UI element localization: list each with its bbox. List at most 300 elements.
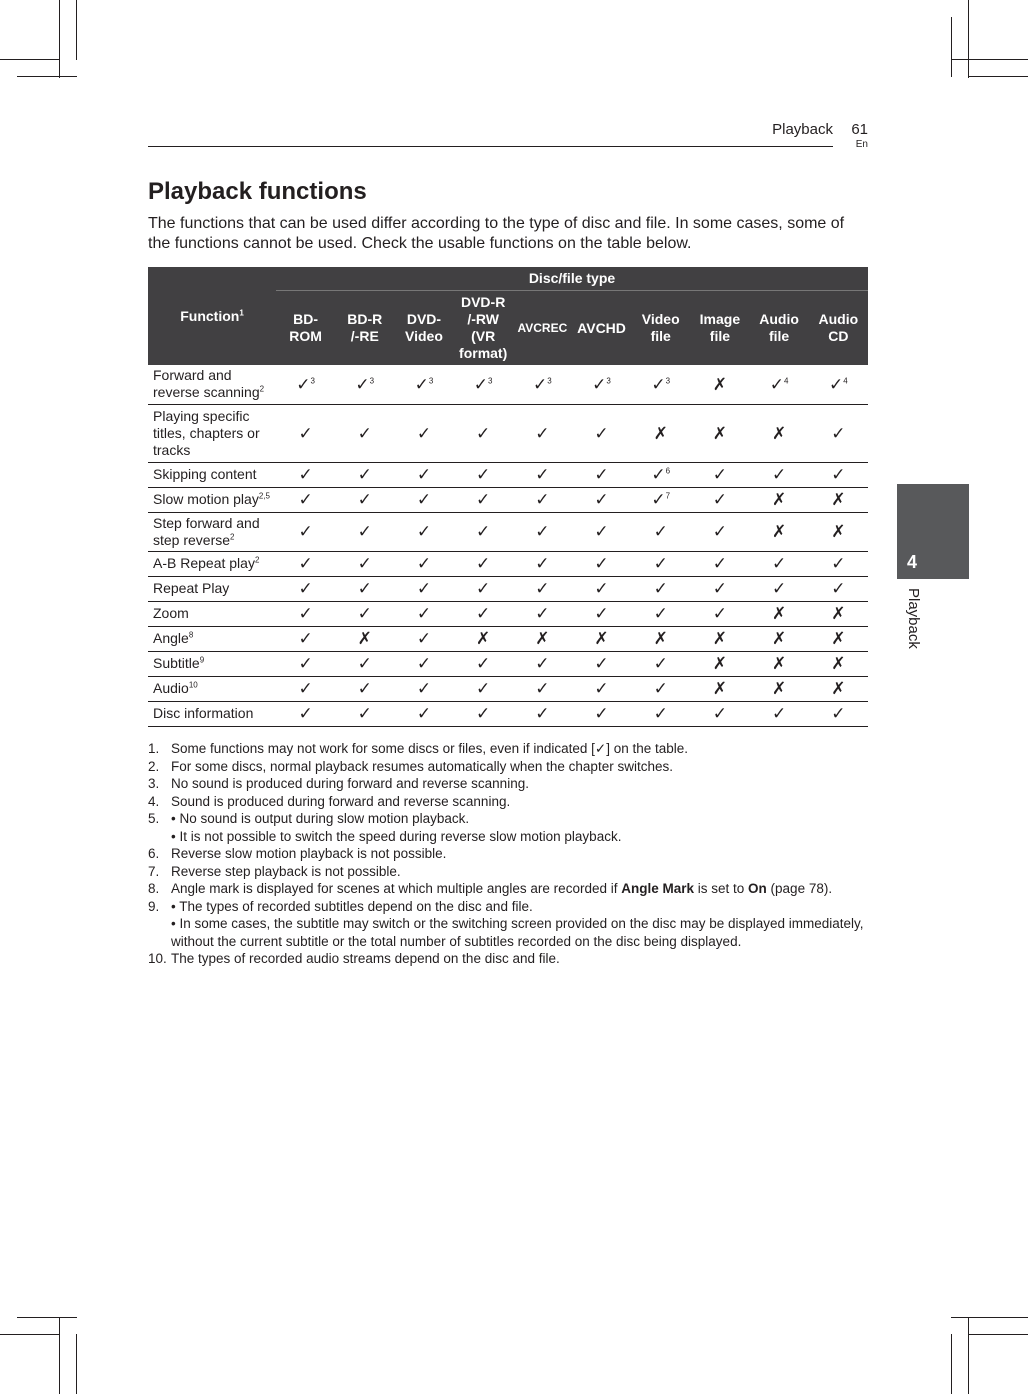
mark-symbol: ✗	[771, 679, 787, 698]
supported-mark	[690, 512, 749, 551]
footnote-item	[148, 810, 870, 845]
mark-symbol: ✓	[535, 654, 550, 673]
supported-mark	[454, 601, 513, 626]
mark-symbol: ✗	[357, 629, 372, 648]
supported-mark	[276, 651, 335, 676]
column-header-line: format)	[459, 345, 508, 361]
footnote-ref: 8	[188, 630, 194, 640]
column-header-line: (VR	[471, 328, 496, 344]
footnote-ref: 2	[254, 555, 260, 565]
supported-mark	[631, 512, 690, 551]
column-header	[690, 291, 749, 366]
unsupported-mark	[750, 676, 809, 701]
supported-mark	[335, 576, 394, 601]
footnote-text: • No sound is output during slow motion playback.	[171, 811, 470, 826]
footnote-text: Sound is produced during forward and reverse scanning.	[171, 793, 511, 809]
footnote-text: • The types of recorded subtitles depend on the disc and file.	[171, 898, 533, 914]
supported-mark	[335, 701, 394, 726]
function-name-line: Step forward and	[153, 514, 260, 531]
column-header-line: Image	[699, 311, 741, 327]
supported-mark	[750, 551, 809, 576]
supported-mark	[513, 601, 572, 626]
mark-symbol: ✓	[298, 579, 313, 598]
footnote-ref: 3	[606, 376, 611, 386]
function-name	[148, 462, 276, 487]
supported-mark	[572, 462, 631, 487]
mark-symbol: ✓	[769, 374, 784, 394]
function-name-line: tracks	[153, 441, 191, 458]
mark-symbol: ✗	[771, 423, 787, 443]
supported-mark	[454, 651, 513, 676]
column-header-line: ROM	[289, 328, 322, 344]
footnote-item	[148, 880, 870, 898]
footnote-ref: 1	[239, 307, 244, 317]
mark-symbol: ✓	[831, 554, 846, 573]
mark-symbol: ✓	[535, 704, 550, 723]
function-name-line: Forward and	[153, 367, 232, 384]
column-header	[750, 291, 809, 366]
crop-mark	[951, 17, 952, 77]
footnote-ref: 9	[199, 655, 205, 665]
supported-mark	[631, 551, 690, 576]
footnote-ref: 3	[369, 376, 375, 386]
unsupported-mark	[809, 676, 868, 701]
disc-type-header: Disc/file type	[276, 267, 868, 291]
mark-symbol: ✓	[416, 490, 432, 509]
supported-mark	[276, 404, 335, 462]
mark-symbol: ✓	[594, 423, 609, 443]
footnote-text: Some functions may not work for some discs or files, even if indicated [✓] on the table.	[171, 741, 689, 756]
function-name-line: Skipping content	[153, 466, 257, 482]
mark-symbol: ✓	[298, 554, 313, 573]
supported-mark	[394, 676, 453, 701]
footnote-text: For some discs, normal playback resumes automatically when the chapter switches.	[171, 758, 673, 774]
unsupported-mark	[572, 626, 631, 651]
supported-mark	[454, 462, 513, 487]
footnote-text: No sound is produced during forward and reverse scanning.	[171, 776, 529, 791]
footnote-item	[148, 775, 870, 793]
column-header-line: file	[709, 328, 731, 344]
mark-symbol: ✓	[594, 490, 609, 509]
footnote-ref: 10	[188, 680, 198, 690]
unsupported-mark	[454, 626, 513, 651]
mark-symbol: ✓	[476, 604, 491, 623]
footnote-number: 6.	[148, 846, 160, 861]
mark-symbol: ✓	[416, 704, 432, 723]
supported-mark	[572, 701, 631, 726]
footnote-number: 3.	[148, 776, 160, 791]
setting-name: On	[748, 881, 767, 896]
mark-symbol: ✓	[416, 579, 432, 598]
mark-symbol: ✓	[416, 679, 432, 698]
function-name	[148, 365, 276, 404]
crop-mark	[0, 1334, 60, 1335]
mark-symbol: ✗	[771, 604, 787, 623]
supported-mark	[513, 512, 572, 551]
column-header-line: /-RE	[350, 328, 379, 344]
table-row	[148, 512, 868, 551]
supported-mark	[513, 676, 572, 701]
supported-mark	[572, 676, 631, 701]
mark-symbol: ✓	[298, 465, 313, 484]
mark-symbol: ✓	[298, 629, 313, 648]
column-header-line: Audio	[818, 311, 859, 327]
supported-mark	[335, 512, 394, 551]
footnote-ref: 3	[665, 376, 671, 386]
supported-mark	[394, 626, 453, 651]
column-header	[513, 291, 572, 366]
footnote-ref: 2	[230, 531, 235, 541]
footnote-ref: 3	[310, 376, 315, 386]
footnote-item	[148, 950, 870, 968]
function-name-line: Playing specific	[153, 407, 250, 424]
unsupported-mark	[809, 601, 868, 626]
footnote-number: 9.	[148, 898, 160, 914]
crop-mark	[59, 1317, 60, 1394]
mark-symbol: ✓	[651, 490, 666, 509]
mark-symbol: ✓	[653, 522, 668, 541]
crop-mark	[0, 59, 60, 60]
supported-mark	[394, 487, 453, 512]
column-header-line: file	[650, 328, 671, 344]
supported-mark	[394, 651, 453, 676]
function-header-text: Function	[180, 307, 240, 324]
column-header	[454, 291, 513, 366]
mark-symbol: ✓	[357, 423, 372, 443]
function-name-line: step reverse	[153, 531, 231, 548]
supported-mark	[572, 576, 631, 601]
supported-mark	[276, 626, 335, 651]
supported-mark	[454, 551, 513, 576]
supported-mark	[394, 404, 453, 462]
unsupported-mark	[750, 626, 809, 651]
mark-symbol: ✓	[473, 374, 489, 394]
supported-mark	[631, 601, 690, 626]
unsupported-mark	[750, 404, 809, 462]
supported-mark	[454, 487, 513, 512]
functions-table	[148, 267, 868, 727]
unsupported-mark	[750, 601, 809, 626]
function-name	[148, 551, 276, 576]
footnote-number: 10.	[148, 951, 167, 966]
supported-mark	[276, 512, 335, 551]
column-header-line: Video	[641, 311, 680, 327]
unsupported-mark	[750, 651, 809, 676]
footnote-item	[148, 793, 870, 811]
supported-mark	[513, 651, 572, 676]
function-name-line: reverse scanning	[153, 384, 260, 401]
function-header	[148, 267, 276, 365]
table-row	[148, 651, 868, 676]
function-name-line: Zoom	[153, 605, 189, 621]
mark-symbol: ✓	[594, 579, 609, 598]
supported-mark	[572, 601, 631, 626]
supported-mark	[276, 551, 335, 576]
footnote-text: • In some cases, the subtitle may switch or the switching screen provided on the disc may be displayed immediately, without the current subtitle or the total number of subtitles recorded on the disc being displayed.	[171, 916, 864, 949]
header-rule	[148, 146, 833, 147]
unsupported-mark	[809, 487, 868, 512]
unsupported-mark	[809, 512, 868, 551]
mark-symbol: ✓	[594, 679, 609, 698]
supported-mark	[513, 462, 572, 487]
supported-mark	[513, 487, 572, 512]
mark-symbol: ✓	[357, 522, 372, 541]
mark-symbol: ✓	[712, 579, 728, 598]
crop-mark	[951, 1334, 952, 1394]
mark-symbol: ✓	[594, 522, 609, 541]
column-header	[276, 291, 335, 366]
crop-mark	[59, 0, 60, 78]
supported-mark	[335, 487, 394, 512]
footnote-number: 7.	[148, 863, 160, 879]
mark-symbol: ✗	[771, 522, 787, 541]
mark-symbol: ✓	[416, 465, 432, 484]
footnotes	[148, 740, 870, 968]
mark-symbol: ✓	[476, 423, 491, 443]
setting-name: Angle Mark	[621, 881, 695, 896]
mark-symbol: ✓	[298, 679, 313, 698]
mark-symbol: ✓	[535, 465, 550, 484]
mark-symbol: ✗	[831, 629, 846, 648]
chapter-tab	[897, 484, 969, 579]
function-name-line: Slow motion play	[153, 491, 259, 507]
supported-mark	[631, 651, 690, 676]
mark-symbol: ✓	[653, 679, 668, 698]
footnote-ref: 3	[428, 376, 434, 386]
supported-mark	[572, 512, 631, 551]
mark-symbol: ✓	[416, 629, 432, 648]
mark-symbol: ✗	[831, 522, 846, 541]
chapter-number: 4	[907, 552, 918, 572]
column-header-line: Video	[405, 328, 443, 344]
supported-mark	[335, 651, 394, 676]
crop-mark	[76, 0, 77, 60]
mark-symbol: ✓	[298, 423, 313, 443]
mark-symbol: ✗	[712, 654, 728, 673]
header-section: Playback	[772, 121, 833, 138]
mark-symbol: ✓	[771, 554, 787, 573]
supported-mark	[394, 551, 453, 576]
mark-symbol: ✓	[357, 704, 372, 723]
mark-symbol: ✓	[771, 579, 787, 598]
footnote-item	[148, 863, 870, 881]
footnote-ref: 4	[843, 376, 848, 386]
footnote-ref: 4	[783, 376, 789, 386]
mark-symbol: ✓	[535, 522, 550, 541]
mark-symbol: ✓	[771, 465, 787, 484]
mark-symbol: ✓	[653, 654, 668, 673]
table-row	[148, 551, 868, 576]
table-row	[148, 462, 868, 487]
table-row	[148, 576, 868, 601]
mark-symbol: ✓	[298, 604, 313, 623]
mark-symbol: ✓	[476, 679, 491, 698]
table-row	[148, 404, 868, 462]
crop-mark	[951, 1317, 1028, 1318]
mark-symbol: ✗	[653, 423, 668, 443]
supported-mark	[276, 462, 335, 487]
function-name-line: Subtitle	[153, 655, 200, 671]
mark-symbol: ✗	[712, 374, 728, 394]
column-header-line: CD	[828, 328, 849, 344]
supported-mark	[572, 551, 631, 576]
column-header-line: BD-	[293, 311, 319, 327]
supported-mark	[750, 576, 809, 601]
mark-symbol: ✓	[712, 490, 728, 509]
mark-symbol: ✓	[535, 423, 550, 443]
mark-symbol: ✓	[831, 465, 846, 484]
footnote-text: Reverse slow motion playback is not possible.	[171, 846, 447, 861]
column-header-line: AVCREC	[517, 321, 568, 335]
supported-mark	[809, 404, 868, 462]
mark-symbol: ✓	[828, 374, 844, 394]
supported-mark	[690, 701, 749, 726]
mark-symbol: ✓	[357, 654, 372, 673]
supported-mark	[394, 701, 453, 726]
function-name	[148, 601, 276, 626]
supported-mark	[513, 365, 572, 404]
footnote-number: 2.	[148, 758, 160, 774]
footnote-text: is set to	[694, 881, 749, 896]
mark-symbol: ✗	[712, 629, 728, 648]
mark-symbol: ✓	[416, 522, 432, 541]
page-title: Playback functions	[148, 178, 367, 205]
supported-mark	[276, 487, 335, 512]
mark-symbol: ✓	[298, 704, 313, 723]
mark-symbol: ✓	[414, 374, 429, 394]
mark-symbol: ✓	[357, 465, 372, 484]
function-name-line: titles, chapters or	[153, 424, 260, 441]
unsupported-mark	[809, 626, 868, 651]
function-name-line: A-B Repeat play	[153, 555, 255, 571]
crop-mark	[76, 1334, 77, 1394]
mark-symbol: ✓	[594, 465, 609, 484]
supported-mark	[631, 701, 690, 726]
function-name-line: Disc information	[153, 705, 254, 721]
unsupported-mark	[631, 626, 690, 651]
function-name	[148, 676, 276, 701]
unsupported-mark	[631, 404, 690, 462]
mark-symbol: ✓	[771, 704, 787, 723]
supported-mark	[276, 701, 335, 726]
supported-mark	[276, 365, 335, 404]
supported-mark	[513, 551, 572, 576]
mark-symbol: ✓	[712, 554, 728, 573]
table-row	[148, 626, 868, 651]
mark-symbol: ✓	[532, 374, 548, 394]
supported-mark	[513, 576, 572, 601]
function-name	[148, 404, 276, 462]
column-header	[394, 291, 453, 366]
footnote-ref: 3	[547, 376, 552, 386]
footnote-text: • It is not possible to switch the speed during reverse slow motion playback.	[171, 828, 622, 844]
supported-mark	[454, 512, 513, 551]
footnote-text: The types of recorded audio streams depend on the disc and file.	[171, 951, 560, 966]
mark-symbol: ✓	[476, 654, 491, 673]
supported-mark	[809, 576, 868, 601]
supported-mark	[690, 551, 749, 576]
mark-symbol: ✓	[357, 490, 372, 509]
footnote-ref: 2,5	[258, 491, 270, 501]
mark-symbol: ✓	[653, 604, 668, 623]
footnote-ref: 3	[488, 376, 493, 386]
mark-symbol: ✗	[653, 629, 668, 648]
function-name	[148, 701, 276, 726]
mark-symbol: ✓	[476, 522, 491, 541]
column-header	[572, 291, 631, 366]
unsupported-mark	[690, 404, 749, 462]
mark-symbol: ✓	[298, 522, 313, 541]
column-header	[335, 291, 394, 366]
crop-mark	[968, 0, 969, 78]
table-row	[148, 676, 868, 701]
supported-mark	[276, 676, 335, 701]
crop-mark	[17, 1317, 77, 1318]
mark-symbol: ✓	[357, 554, 372, 573]
supported-mark	[572, 365, 631, 404]
intro-paragraph: The functions that can be used differ according to the type of disc and file. In some cases, some of the functions cannot be used. Check the usable functions on the table below.	[148, 215, 845, 252]
mark-symbol: ✓	[476, 465, 491, 484]
supported-mark	[750, 462, 809, 487]
mark-symbol: ✓	[416, 604, 432, 623]
supported-mark	[394, 365, 453, 404]
supported-mark	[572, 651, 631, 676]
footnote-item	[148, 898, 870, 951]
supported-mark	[335, 676, 394, 701]
footnote-text: (page 78).	[766, 881, 833, 896]
table-row	[148, 487, 868, 512]
supported-mark	[572, 487, 631, 512]
mark-symbol: ✓	[298, 654, 313, 673]
mark-symbol: ✗	[771, 629, 787, 648]
mark-symbol: ✓	[653, 554, 668, 573]
supported-mark	[631, 576, 690, 601]
running-header	[148, 120, 868, 150]
supported-mark	[690, 601, 749, 626]
unsupported-mark	[809, 651, 868, 676]
mark-symbol: ✓	[651, 465, 666, 484]
supported-mark	[513, 701, 572, 726]
footnote-number: 5.	[148, 811, 160, 826]
mark-symbol: ✓	[357, 579, 372, 598]
column-header-line: DVD-R	[460, 294, 506, 310]
footnote-number: 8.	[148, 881, 160, 896]
chapter-tab-label: Playback	[905, 588, 922, 649]
function-name	[148, 576, 276, 601]
supported-mark	[750, 701, 809, 726]
supported-mark	[394, 576, 453, 601]
unsupported-mark	[690, 365, 749, 404]
function-name	[148, 626, 276, 651]
supported-mark	[572, 404, 631, 462]
mark-symbol: ✓	[476, 554, 491, 573]
column-header	[631, 291, 690, 366]
supported-mark	[276, 576, 335, 601]
supported-mark	[631, 462, 690, 487]
mark-symbol: ✓	[476, 490, 491, 509]
supported-mark	[454, 576, 513, 601]
supported-mark	[335, 365, 394, 404]
column-header-line: BD-R	[347, 311, 383, 327]
supported-mark	[513, 404, 572, 462]
mark-symbol: ✓	[594, 554, 609, 573]
mark-symbol: ✓	[594, 704, 609, 723]
supported-mark	[809, 701, 868, 726]
function-name-line: Repeat Play	[153, 580, 230, 596]
mark-symbol: ✗	[831, 604, 846, 623]
mark-symbol: ✓	[831, 423, 846, 443]
unsupported-mark	[690, 676, 749, 701]
